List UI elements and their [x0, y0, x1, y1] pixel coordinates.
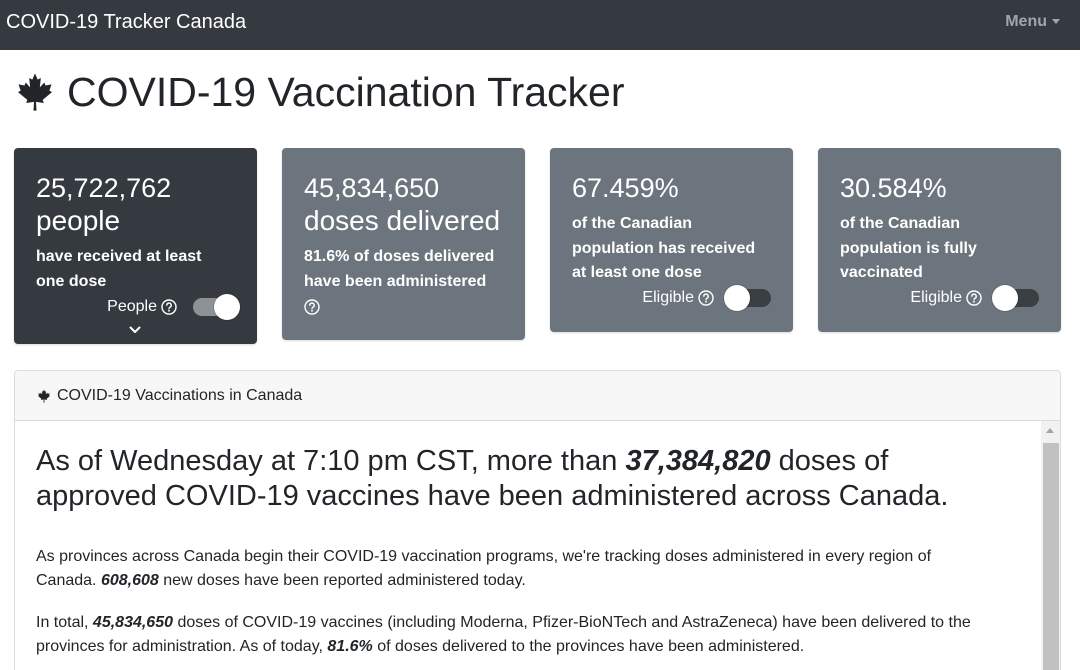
toggle-knob	[724, 285, 750, 311]
delivery-paragraph	[36, 611, 986, 659]
paragraph-text: In total,	[36, 614, 93, 631]
stat-card-one-dose-percent	[550, 148, 793, 332]
stat-description-line: one dose	[36, 273, 107, 290]
stat-card-doses-delivered	[282, 148, 525, 340]
stat-description-line: at least one dose	[572, 264, 702, 281]
stat-value: 45,834,650	[304, 173, 440, 203]
toggle-row	[572, 286, 771, 310]
caret-down-icon	[1052, 19, 1060, 24]
headline-text: As of Wednesday at 7:10 pm CST, more than	[36, 445, 626, 477]
paragraph-text: new doses have been reported administered today.	[158, 572, 526, 589]
page-header	[15, 66, 625, 118]
stat-unit: doses delivered	[304, 205, 501, 236]
navbar-brand[interactable]: COVID-19 Tracker Canada	[6, 11, 247, 33]
scroll-up-arrow-icon[interactable]	[1046, 428, 1054, 433]
stat-card-people-vaccinated	[14, 148, 257, 344]
toggle-row	[840, 286, 1039, 310]
maple-leaf-icon	[37, 389, 51, 403]
help-row	[304, 294, 503, 320]
stat-description-line: 81.6% of doses delivered	[304, 248, 495, 265]
headline-doses-administered: 37,384,820	[625, 445, 771, 477]
stat-description	[36, 244, 235, 294]
stat-description	[840, 212, 1039, 286]
percent-administered: 81.6%	[327, 638, 373, 655]
stat-unit: people	[36, 205, 121, 236]
toggle-label: People	[107, 298, 157, 315]
toggle-knob	[214, 294, 240, 320]
toggle-row	[36, 294, 240, 320]
scrollbar-thumb[interactable]	[1043, 443, 1059, 670]
vaccination-headline	[36, 444, 996, 514]
stat-description-line: population has received	[572, 239, 756, 257]
stat-value: 30.584%	[840, 173, 947, 203]
stat-cards	[14, 148, 1061, 344]
stat-card-fully-vaccinated-percent	[818, 148, 1061, 332]
stat-description-line: have received at least	[36, 248, 202, 265]
headline-text: doses of approved COVID-19 vaccines have been administered across Canada.	[36, 445, 949, 512]
page-title: COVID-19 Vaccination Tracker	[67, 69, 625, 115]
people-toggle-switch[interactable]	[193, 294, 240, 320]
stat-value: 67.459%	[572, 173, 679, 203]
help-icon[interactable]	[161, 299, 177, 315]
stat-description-line: vaccinated	[840, 264, 923, 281]
chevron-down-icon[interactable]	[129, 326, 141, 334]
help-icon[interactable]	[698, 290, 714, 306]
top-navbar	[0, 0, 1080, 50]
toggle-label: Eligible	[642, 288, 694, 306]
stat-description-line: of the Canadian	[840, 215, 961, 232]
menu-button[interactable]	[1005, 12, 1060, 32]
panel-title: COVID-19 Vaccinations in Canada	[57, 386, 303, 404]
paragraph-text: of doses delivered to the provinces have been administered.	[372, 638, 805, 655]
doses-delivered-total: 45,834,650	[92, 614, 173, 631]
new-doses-today: 608,608	[100, 572, 159, 589]
stat-description	[572, 212, 771, 286]
stat-description-line: of the Canadian	[572, 215, 693, 232]
help-icon[interactable]	[966, 290, 982, 306]
eligible-toggle-switch[interactable]	[992, 285, 1039, 311]
toggle-knob	[992, 285, 1018, 311]
maple-leaf-icon	[15, 72, 55, 112]
stat-value: 25,722,762	[36, 173, 172, 203]
intro-paragraph	[36, 545, 986, 593]
paragraph-text: doses of COVID-19 vaccines (including Moderna, Pfizer-BioNTech and AstraZeneca) have been delivered to the provinces for administration. As of today,	[36, 614, 971, 655]
vertical-scrollbar[interactable]	[1041, 421, 1060, 670]
toggle-label: Eligible	[910, 288, 962, 306]
paragraph-text: As provinces across Canada begin their COVID-19 vaccination programs, we're tracking doses administered in every region of Canada.	[36, 548, 932, 589]
vaccinations-panel	[14, 370, 1061, 670]
panel-body	[15, 421, 1060, 670]
stat-description	[304, 244, 503, 294]
menu-label: Menu	[1005, 13, 1047, 30]
stat-description-line: population is fully	[840, 239, 977, 257]
help-icon[interactable]	[304, 299, 320, 315]
stat-description-line: have been administered	[304, 273, 487, 290]
panel-header	[15, 371, 1060, 421]
eligible-toggle-switch[interactable]	[724, 285, 771, 311]
